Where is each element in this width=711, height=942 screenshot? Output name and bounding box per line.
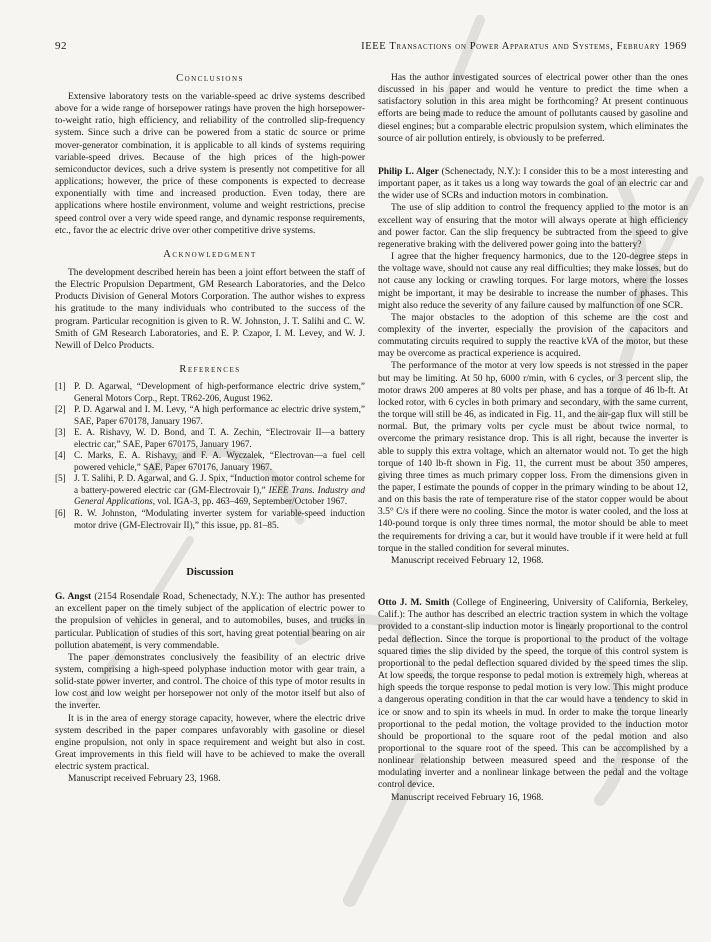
alger-intro-paragraph (378, 166, 688, 202)
alger-paragraph: The performance of the motor at very low speeds is not stressed in the paper but may be limiting. At 50 hp, 6000 r/min, with 6 cycles, or 3 percent slip, the motor draws 200 amperes at 80 volts per phase, and has a torque of 46 lb-ft. At locked rotor, with 6 cycles in both primary and secondary, with the same current, the torque will still be 46, as indicated in Fig. 11, and the air-gap flux will still be normal. But, the primary volts per cycle must be about twice normal, to overcome the primary resistance drop. This is all right, because the inverter is able to supply this extra voltage, which an alternator would not. To get the high torque of 140 lb-ft shown in Fig. 11, the current must be about 350 amperes, giving three times as much primary copper loss. From the dimensions given in the paper, I estimate the pounds of copper in the primary winding to be about 12, and on this basis the rate of temperature rise of the stator copper would be about 3.5° C/s if there were no cooling. Since the motor is water cooled, and the loss at 140-pound torque is only three times normal, the motor should be able to meet the requirements for driving a car, but it would have trouble if it were held at full torque in the stalled condition for several minutes. (378, 361, 688, 554)
angst-intro-text: (2154 Rosendale Road, Schenectady, N.Y.): The author has presented an excellent paper on the timely subject of the application of electric power to the propulsion of vehicles in general, and to automobiles, buses, and trucks in particular. Publication of studies of this sort, having great potential bearing on air pollution abatement, is very commendable. (55, 592, 365, 651)
manuscript-received-note: Manuscript received February 12, 1968. (391, 555, 544, 566)
reference-text: E. A. Rishavy, W. D. Bond, and T. A. Zechin, “Electrovair II—a battery electric car,” SAE, Paper 670175, January 1967. (74, 427, 365, 449)
reference-label: [3] (55, 427, 66, 438)
discussion-heading: Discussion (186, 567, 234, 579)
reference-item (55, 508, 365, 531)
reference-label: [6] (55, 507, 66, 518)
reference-label: [4] (55, 450, 66, 461)
discussant-name-smith: Otto J. M. Smith (378, 598, 450, 609)
reference-item (55, 381, 365, 404)
reference-text: C. Marks, E. A. Rishavy, and F. A. Wyczalek, “Electrovan—a fuel cell powered vehicle,” SAE, Paper 670176, January 1967. (74, 450, 365, 472)
two-column-layout (55, 72, 688, 804)
discussant-name-alger: Philip L. Alger (378, 166, 439, 177)
reference-item (55, 404, 365, 427)
smith-intro-paragraph (378, 597, 688, 792)
reference-list (55, 381, 365, 531)
conclusions-paragraph: Extensive laboratory tests on the variable-speed ac drive systems described above for a wide range of horsepower ratings have proven the high horsepower-to-weight ratio, high efficiency, and reliability of the controlled slip-frequency system. Since such a drive can be powered from a static dc source or prime mover-generator combination, it is applicable to all kinds of systems requiring variable-speed drives. Because of the high prices of the high-power semiconductor devices, such a drive system is presently not competitive for all applications; however, the price of these components is expected to decrease exponentially with time and increased production. Even today, there are applications where hostile environment, volume and weight restrictions, precise speed control over a very wide speed range, and dynamic response requirements, etc., favor the ac electric drive over other competitive drive systems. (55, 92, 365, 236)
alger-paragraph: The use of slip addition to control the frequency applied to the motor is an excellent way of ensuring that the motor will always operate at high efficiency and power factor. Can the slip frequency be subtracted from the speed to give regenerative braking with the delivered power going into the battery? (378, 203, 688, 250)
reference-journal-italic: IEEE Trans. Industry and General Applications (74, 484, 365, 507)
alger-paragraph: I agree that the higher frequency harmonics, due to the 120-degree steps in the voltage wave, should not cause any real difficulties; they make losses, but do not cause any locking or crawling torques. For large motors, where the losses might be important, it may be desirable to increase the number of phases. This might also reduce the severity of any failure caused by malfunction of one SCR. (378, 252, 688, 311)
references-heading: References (179, 363, 241, 375)
page-number: 92 (55, 40, 67, 52)
manuscript-received-note: Manuscript received February 23, 1968. (68, 774, 221, 785)
angst-paragraph: It is in the area of energy storage capacity, however, where the electric drive system described in the paper compares unfavorably with gasoline or diesel engine propulsion, not only in space requirement and weight but also in cost. Great improvements in this field will have to be achieved to make the overall electric system practical. (55, 713, 365, 773)
alger-intro-text: (Schenectady, N.Y.): I consider this to be a most interesting and important paper, as it takes us a long way towards the goal of an electric car and the wider use of SCRs and induction motors in combination. (378, 166, 688, 202)
reference-text: P. D. Agarwal, “Development of high-performance electric drive system,” General Motors Corp., Rept. TR62-206, August 1962. (74, 380, 365, 403)
journal-title: IEEE Transactions on Power Apparatus and Systems, February 1969 (361, 41, 687, 52)
reference-text: , vol. IGA-3, pp. 463–469, September/October 1967. (152, 496, 348, 507)
alger-paragraph: The major obstacles to the adoption of this scheme are the cost and complexity of the inverter, especially the provision of the capacitors and commutating circuits required to supply the reactive kVA of the motor, but these may be overcome as practical experience is acquired. (378, 312, 688, 360)
reference-label: [1] (55, 380, 66, 391)
acknowledgment-paragraph: The development described herein has been a joint effort between the staff of the Electric Propulsion Department, GM Research Laboratories, and the Delco Products Division of General Motors Corporation. The author wishes to express his gratitude to the many individuals who contributed to the success of the program. Particular recognition is given to R. W. Johnston, J. T. Salihi and C. W. Smith of GM Research Laboratories, and E. P. Czapor, I. M. Levey, and W. J. Newill of Delco Products. (55, 267, 365, 351)
reference-item (55, 450, 365, 473)
right-column (378, 72, 688, 804)
acknowledgment-heading: Acknowledgment (163, 248, 257, 260)
discussant-name-angst: G. Angst (55, 592, 92, 603)
continuation-paragraph: Has the author investigated sources of electrical power other than the ones discussed in his paper and would he venture to predict the time when a satisfactory solution in this area might be forthcoming? At present continuous efforts are being made to reduce the amount of pollutants caused by gasoline and diesel engines; but a comparable electric propulsion system, which eliminates the source of air pollution entirely, is obviously to be preferred. (378, 73, 688, 144)
manuscript-received-note: Manuscript received February 16, 1968. (391, 792, 544, 803)
angst-intro-paragraph (55, 591, 365, 652)
running-head (55, 40, 687, 52)
angst-paragraph: The paper demonstrates conclusively the feasibility of an electric drive system, comprising a high-speed polyphase induction motor with gear train, a solid-state power inverter, and control. The choice of this type of motor results in low cost and low weight per horsepower not only of the motor itself but also of the inverter. (55, 652, 365, 712)
smith-intro-text: (College of Engineering, University of California, Berkeley, Calif.): The author has described an electric traction system in which the voltage provided to a constant-slip induction motor is linearly proportional to the control pedal deflection. Since the torque is proportional to the product of the voltage squared times the slip divided by the speed, the torque of this control system is proportional to the pedal deflection squared divided by the speed times the slip. At low speeds, the torque response to pedal motion is extremely high, whereas at high speeds the torque response to pedal motion is very low. This might produce a dangerous operating condition in that the car would have a tendency to skid in ice or snow and to spin its wheels in mud. In order to make the torque linearly proportional to the pedal motion, the voltage provided to the induction motor should be proportional to the square root of the pedal motion and also proportional to the square root of the speed. This can be accomplished by a nonlinear relationship between measured speed and the response of the modulating inverter and a nonlinear linkage between the pedal and the voltage control device. (378, 598, 689, 791)
reference-text: P. D. Agarwal and I. M. Levy, “A high performance ac electric drive system,” SAE, Paper 670178, January 1967. (74, 404, 365, 426)
reference-label: [2] (55, 404, 66, 415)
reference-text: J. T. Salihi, P. D. Agarwal, and G. J. Spix, “Induction motor control scheme for a battery-powered electric car (GM-Electrovair I),” (74, 473, 365, 495)
reference-item (55, 427, 365, 450)
left-column (55, 72, 365, 804)
conclusions-heading: Conclusions (176, 73, 244, 84)
reference-text: R. W. Johnston, “Modulating inverter system for variable-speed induction motor drive (GM-Electrovair II),” this issue, pp. 81–85. (74, 507, 365, 530)
reference-label: [5] (55, 473, 66, 484)
reference-item (55, 473, 365, 508)
